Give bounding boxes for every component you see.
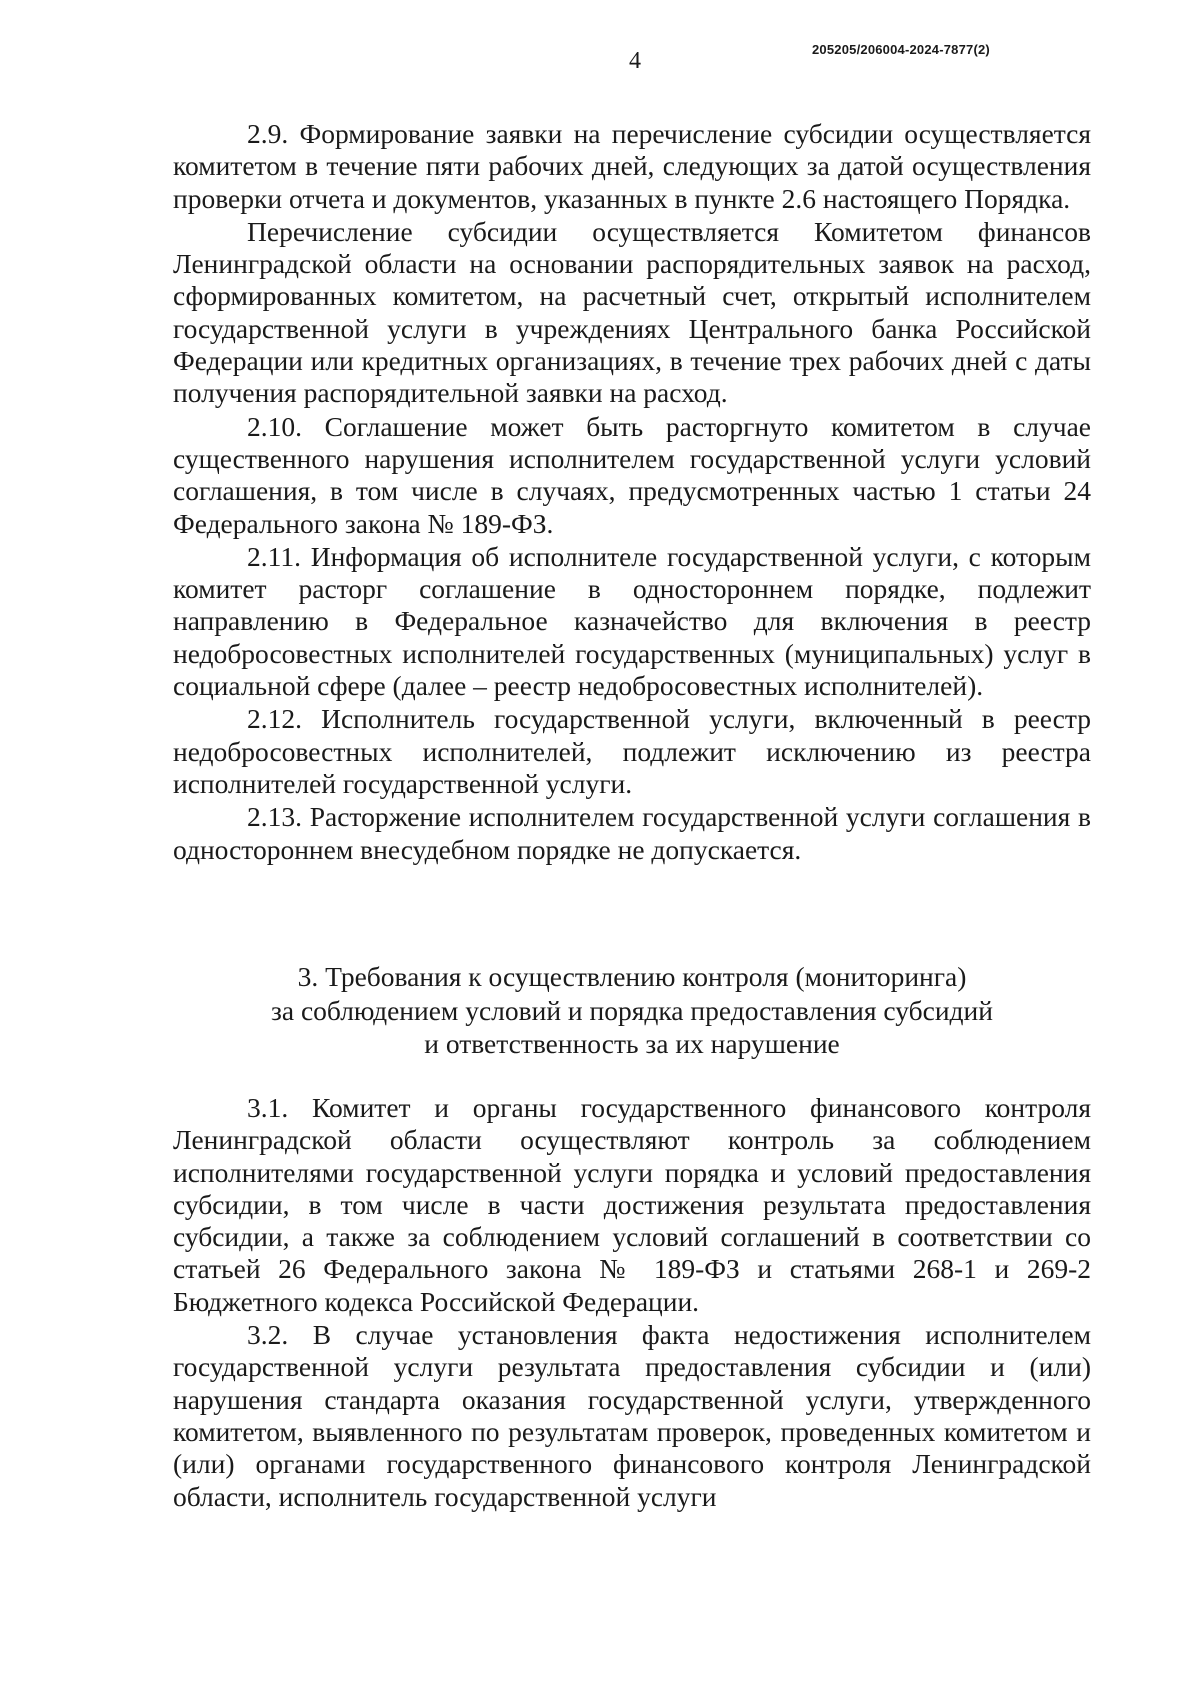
section-heading xyxy=(173,960,1091,1061)
page-number: 4 xyxy=(629,48,641,74)
paragraph-2-11: 2.11. Информация об исполнителе государственной услуги, с которым комитет расторг соглашение в одностороннем порядке, подлежит направлению в Федеральное казначейство для включения в реестр недобросовестных исполнителей государственных (муниципальных) услуг в социальной сфере (далее – реестр недобросовестных исполнителей). xyxy=(173,540,1091,702)
document-code: 205205/206004-2024-7877(2) xyxy=(812,42,990,57)
paragraph-2-9: 2.9. Формирование заявки на перечисление субсидии осуществляется комитетом в течение пяти рабочих дней, следующих за датой осуществления проверки отчета и документов, указанных в пункте 2.6 настоящего Порядка. xyxy=(173,118,1091,214)
paragraph-transfer: Перечисление субсидии осуществляется Комитетом финансов Ленинградской области на основании распорядительных заявок на расход, сформированных комитетом, на расчетный счет, открытый исполнителем государственной услуги в учреждениях Центрального банка Российской Федерации или кредитных организациях, в течение трех рабочих дней с даты получения распорядительной заявки на расход. xyxy=(173,215,1091,409)
paragraph-3-1: 3.1. Комитет и органы государственного финансового контроля Ленинградской области осуществляют контроль за соблюдением исполнителями государственной услуги порядка и условий предоставления субсидии, в том числе в части достижения результата предоставления субсидии, а также за соблюдением условий соглашений в соответствии со статьей 26 Федерального закона № 189-ФЗ и статьями 268-1 и 269-2 Бюджетного кодекса Российской Федерации. xyxy=(173,1092,1091,1317)
paragraph-2-10: 2.10. Соглашение может быть расторгнуто комитетом в случае существенного нарушения исполнителем государственной услуги условий соглашения, в том числе в случаях, предусмотренных частью 1 статьи 24 Федерального закона № 189-ФЗ. xyxy=(173,410,1091,539)
section-heading-line-3: и ответственность за их нарушение xyxy=(424,1028,840,1059)
section-heading-line-1: 3. Требования к осуществлению контроля (мониторинга) xyxy=(297,961,967,992)
paragraph-2-12: 2.12. Исполнитель государственной услуги, включенный в реестр недобросовестных исполнителей, подлежит исключению из реестра исполнителей государственной услуги. xyxy=(173,703,1091,799)
section-heading-line-2: за соблюдением условий и порядка предоставления субсидий xyxy=(271,994,993,1026)
body-text-bottom xyxy=(173,1092,1091,1514)
paragraph-2-13: 2.13. Расторжение исполнителем государственной услуги соглашения в одностороннем внесудебном порядке не допускается. xyxy=(173,801,1091,865)
paragraph-3-2: 3.2. В случае установления факта недостижения исполнителем государственной услуги результата предоставления субсидии и (или) нарушения стандарта оказания государственной услуги, утвержденного комитетом, выявленного по результатам проверок, проведенных комитетом и (или) органами государственного финансового контроля Ленинградской области, исполнитель государственной услуги xyxy=(173,1319,1091,1512)
body-text-top xyxy=(173,118,1091,867)
